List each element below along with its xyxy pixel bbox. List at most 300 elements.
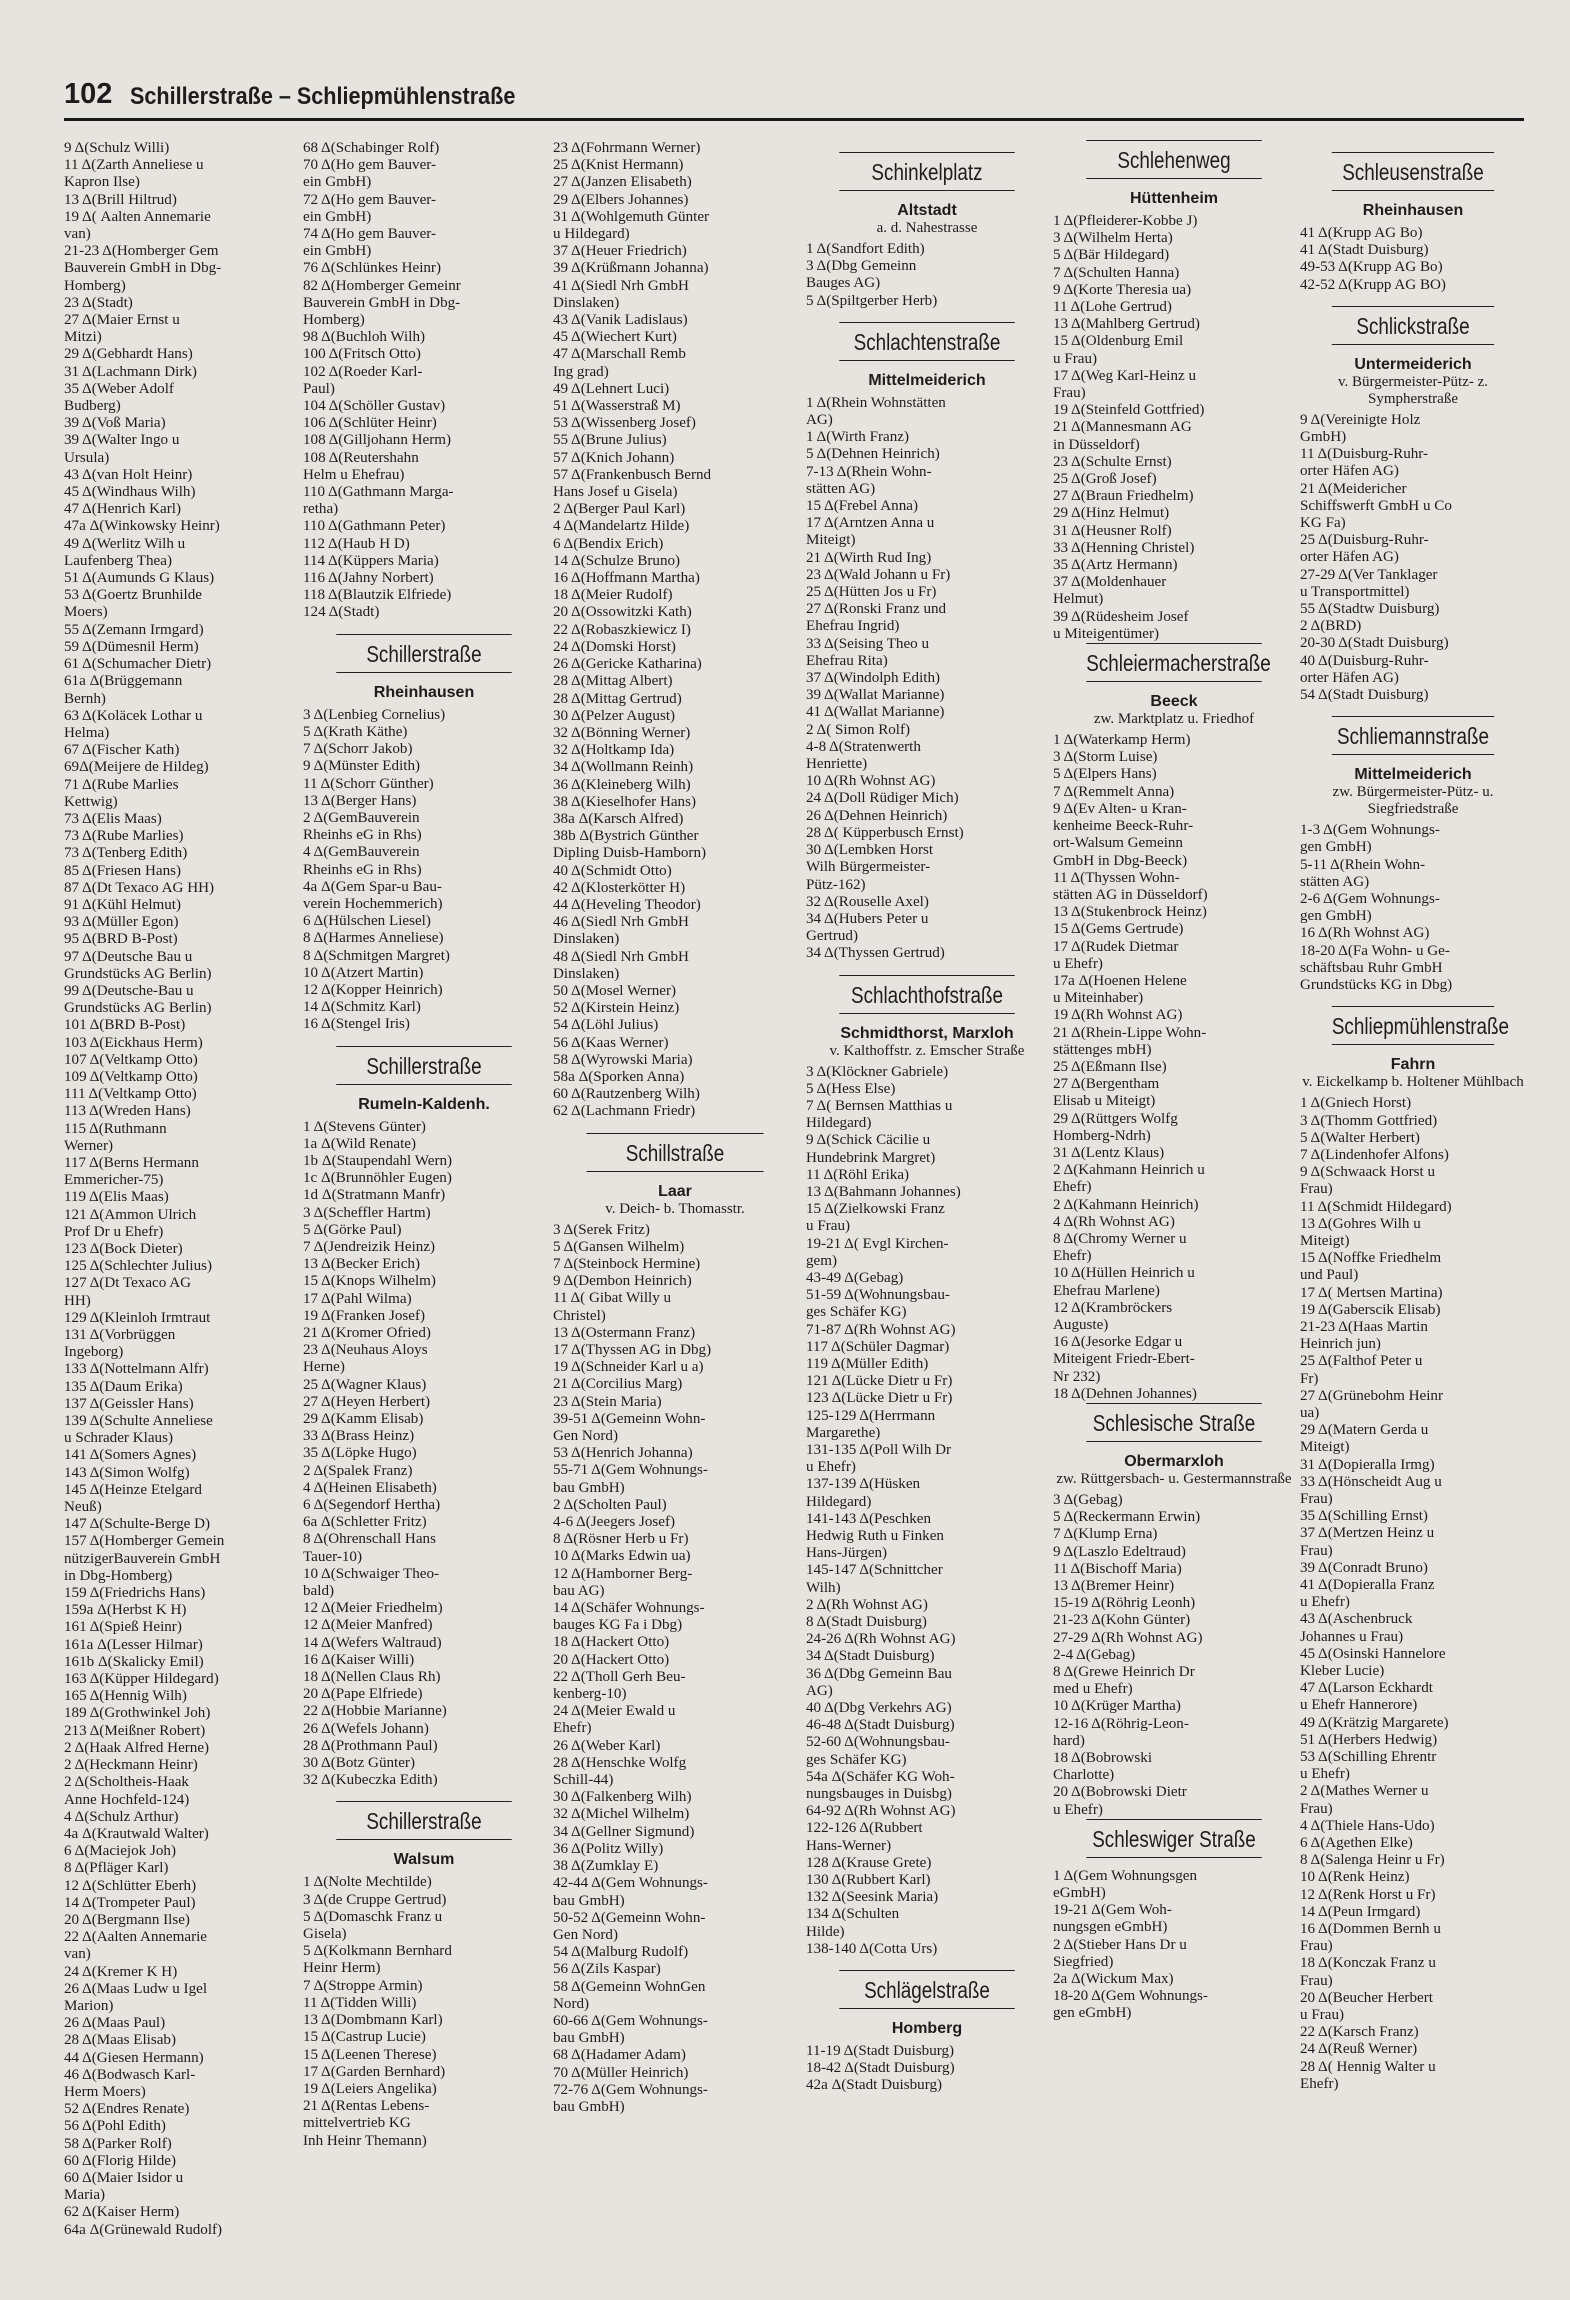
address-entry: 29 Δ(Rüttgers Wolfg — [1053, 1110, 1178, 1127]
address-entry: 135 Δ(Daum Erika) — [64, 1378, 183, 1395]
address-entry: bau GmbH) — [553, 1892, 625, 1909]
address-entry: 47 Δ(Henrich Karl) — [64, 501, 181, 518]
address-entry: orter Häfen AG) — [1300, 463, 1399, 480]
address-entry: 47 Δ(Larson Eckhardt — [1300, 1680, 1433, 1697]
address-entry: 13 Δ(Stukenbrock Heinz) — [1053, 904, 1207, 921]
address-entry: bau AG) — [553, 1582, 605, 1599]
address-entry: 3 Δ(Storm Luise) — [1053, 749, 1158, 766]
address-entry: 43-49 Δ(Gebag) — [806, 1269, 904, 1286]
address-entry: 115 Δ(Ruthmann — [64, 1120, 167, 1137]
address-entry: 29 Δ(Hinz Helmut) — [1053, 505, 1170, 522]
address-entry: 36 Δ(Kleineberg Wilh) — [553, 776, 691, 793]
street-section — [1053, 643, 1295, 1403]
street-heading: Schliepmühlenstraße — [1332, 1006, 1494, 1045]
address-entry: 55 Δ(Zemann Irmgard) — [64, 621, 204, 638]
address-entry: 4-6 Δ(Jeegers Josef) — [553, 1514, 676, 1531]
address-entry: 16 Δ(Jesorke Edgar u — [1053, 1334, 1183, 1351]
address-entry: u Ehefr) — [1300, 1594, 1350, 1611]
address-entry: 19 Δ(Gaberscik Elisab) — [1300, 1301, 1441, 1318]
street-section — [806, 975, 1048, 1959]
address-entry: 3 Δ(Dbg Gemeinn — [806, 258, 917, 275]
address-entry: 38a Δ(Karsch Alfred) — [553, 810, 684, 827]
address-entry: retha) — [303, 501, 339, 518]
address-entry: 17 Δ(Thyssen AG in Dbg) — [553, 1342, 712, 1358]
address-entry: 60 Δ(Maier Isidor u — [64, 2169, 184, 2186]
address-entry: 5 Δ(Dehnen Heinrich) — [806, 446, 940, 463]
address-entry: 55 Δ(Stadtw Duisburg) — [1300, 601, 1440, 618]
address-entry: 2 Δ(Heckmann Heinr) — [64, 1757, 198, 1774]
address-entry: 17 Δ(Pahl Wilma) — [303, 1290, 412, 1307]
address-entry: 24 Δ(Domski Horst) — [553, 638, 676, 655]
address-entry: 1 Δ(Gem Wohnungsgen — [1053, 1867, 1198, 1884]
address-entry: 14 Δ(Wefers Waltraud) — [303, 1634, 442, 1651]
address-entry: 163 Δ(Küpper Hildegard) — [64, 1671, 219, 1688]
address-entry: 35 Δ(Löpke Hugo) — [303, 1445, 417, 1462]
address-entry: 39 Δ(Voß Maria) — [64, 415, 166, 432]
address-entry: Siegfried) — [1053, 1953, 1114, 1970]
address-entry: 131-135 Δ(Poll Wilh Dr — [806, 1441, 952, 1458]
address-entry: 33 Δ(Hönscheidt Aug u — [1300, 1473, 1442, 1490]
address-entry: 30 Δ(Pelzer August) — [553, 707, 676, 724]
address-entry: 52 Δ(Endres Renate) — [64, 2101, 190, 2118]
address-entry: 5-11 Δ(Rhein Wohn- — [1300, 856, 1426, 873]
address-entry: 1 Δ(Stevens Günter) — [303, 1118, 426, 1135]
address-entry: 31 Δ(Dopieralla Irmg) — [1300, 1456, 1435, 1473]
street-heading: Schlachtenstraße — [839, 322, 1014, 361]
address-entry: 27-29 Δ(Ver Tanklager — [1300, 566, 1438, 583]
address-entry: 12 Δ(Schlütter Eberh) — [64, 1877, 197, 1894]
address-entry: 73 Δ(Elis Maas) — [64, 810, 162, 827]
address-entry: 61a Δ(Brüggemann — [64, 673, 183, 690]
address-entry: 4 Δ(Schulz Arthur) — [64, 1808, 179, 1825]
address-entry: 29 Δ(Kamm Elisab) — [303, 1411, 424, 1427]
address-entry: 117 Δ(Berns Hermann — [64, 1154, 199, 1171]
address-entry: 6 Δ(Segendorf Hertha) — [303, 1497, 441, 1514]
address-entry: Hedwig Ruth u Finken — [806, 1528, 944, 1544]
address-entry: 16 Δ(Stengel Iris) — [303, 1016, 410, 1033]
address-entry: Dinslaken) — [553, 965, 620, 982]
address-entry: 18-42 Δ(Stadt Duisburg) — [806, 2060, 955, 2077]
address-entry: 41 Δ(Dopieralla Franz — [1300, 1576, 1435, 1593]
address-entry: gen GmbH) — [1300, 839, 1372, 856]
address-entry: 35 Δ(Weber Adolf — [64, 380, 174, 397]
address-entry: 24 Δ(Meier Ewald u — [553, 1703, 676, 1720]
address-entry: 18 Δ(Meier Rudolf) — [553, 587, 673, 604]
address-entry: 2a Δ(Wickum Max) — [1053, 1971, 1174, 1988]
address-entry: 17 Δ(Rudek Dietmar — [1053, 938, 1179, 955]
address-entry: 34 Δ(Gellner Sigmund) — [553, 1823, 695, 1840]
address-entry: Mitzi) — [64, 329, 102, 346]
address-entry: 99 Δ(Deutsche-Bau u — [64, 982, 194, 999]
address-entry: 3 Δ(Thomm Gottfried) — [1300, 1112, 1438, 1129]
address-entry: 18 Δ(Nellen Claus Rh) — [303, 1669, 441, 1686]
address-entry: 132 Δ(Seesink Maria) — [806, 1889, 939, 1906]
address-entry: 1 Δ(Wirth Franz) — [806, 429, 909, 446]
address-entry: 56 Δ(Pohl Edith) — [64, 2118, 166, 2135]
address-entry: 15 Δ(Frebel Anna) — [806, 498, 918, 515]
address-entry: 22 Δ(Tholl Gerh Beu- — [553, 1668, 686, 1685]
district-heading: Rheinhausen — [1362, 202, 1464, 219]
street-section — [64, 140, 296, 2239]
address-entry: 107 Δ(Veltkamp Otto) — [64, 1051, 198, 1068]
address-entry: 5 Δ(Görke Paul) — [303, 1221, 402, 1238]
address-entry: 18 Δ(Konczak Franz u — [1300, 1955, 1436, 1972]
address-entry: 7 Δ(Steinbock Hermine) — [553, 1255, 701, 1272]
address-entry: u Ehefr) — [1300, 1766, 1350, 1783]
address-entry: 15 Δ(Castrup Lucie) — [303, 2029, 426, 2046]
address-entry: orter Häfen AG) — [1300, 549, 1399, 566]
address-entry: Rheinhs eG in Rhs) — [303, 861, 422, 878]
page-number: 102 — [64, 78, 113, 110]
address-entry: 13 Δ(Brill Hiltrud) — [64, 191, 177, 208]
address-entry: 5 Δ(Walter Herbert) — [1300, 1129, 1420, 1146]
address-entry: 2 Δ(Stieber Hans Dr u — [1053, 1936, 1187, 1953]
street-heading: Schillerstraße — [336, 1801, 511, 1840]
address-entry: Frau) — [1300, 1800, 1333, 1817]
address-entry: 109 Δ(Veltkamp Otto) — [64, 1068, 198, 1085]
address-entry: 8 Δ(Rösner Herb u Fr) — [553, 1531, 689, 1548]
column-6 — [1300, 140, 1526, 2093]
address-entry: 24-26 Δ(Rh Wohnst AG) — [806, 1631, 956, 1648]
address-entry: Ehefr) — [553, 1720, 592, 1737]
address-entry: 17 Δ( Mertsen Martina) — [1300, 1284, 1443, 1301]
address-entry: 111 Δ(Veltkamp Otto) — [64, 1086, 197, 1103]
address-entry: Grundstücks AG Berlin) — [64, 1000, 212, 1017]
address-entry: 123 Δ(Lücke Dietr u Fr) — [806, 1390, 953, 1407]
address-entry: 15 Δ(Knops Wilhelm) — [303, 1273, 436, 1290]
address-entry: 7 Δ(Schorr Jakob) — [303, 741, 413, 758]
address-entry: 4a Δ(Krautwald Walter) — [64, 1825, 209, 1842]
address-entry: van) — [64, 226, 91, 243]
address-entry: 26 Δ(Maas Ludw u Igel — [64, 1980, 208, 1997]
address-entry: 7 Δ(Stroppe Armin) — [303, 1977, 423, 1994]
address-entry: bau GmbH) — [553, 2030, 625, 2047]
address-entry: 11 Δ( Gibat Willy u — [553, 1290, 672, 1307]
address-entry: 104 Δ(Schöller Gustav) — [303, 398, 446, 415]
address-entry: 116 Δ(Jahny Norbert) — [303, 570, 434, 587]
address-entry: 28 Δ(Henschke Wolfg — [553, 1754, 687, 1771]
address-entry: u Frau) — [1300, 2007, 1345, 2024]
address-entry: 44 Δ(Heveling Theodor) — [553, 896, 701, 913]
street-section — [1300, 1006, 1526, 2093]
address-entry: Margarethe) — [806, 1424, 881, 1441]
address-entry: Heinr Herm) — [303, 1960, 381, 1977]
address-entry: 24 Δ(Kremer K H) — [64, 1963, 178, 1980]
address-entry: 7-13 Δ(Rhein Wohn- — [806, 463, 932, 480]
address-entry: 51-59 Δ(Wohnungsbau- — [806, 1287, 950, 1304]
address-entry: 40 Δ(Dbg Verkehrs AG) — [806, 1700, 952, 1717]
address-entry: 145 Δ(Heinze Etelgard — [64, 1481, 202, 1498]
address-entry: 27 Δ(Janzen Elisabeth) — [553, 174, 692, 191]
address-entry: Frau) — [1300, 1972, 1333, 1989]
address-entry: 165 Δ(Hennig Wilh) — [64, 1688, 187, 1705]
address-entry: 100 Δ(Fritsch Otto) — [303, 346, 421, 363]
street-section — [806, 322, 1048, 963]
district-heading: Altstadt — [897, 202, 957, 219]
address-entry: 53 Δ(Henrich Johanna) — [553, 1445, 693, 1462]
address-entry: 6 Δ(Agethen Elke) — [1300, 1835, 1413, 1852]
address-entry: Henriette) — [806, 756, 868, 773]
address-entry: 10 Δ(Renk Heinz) — [1300, 1869, 1410, 1886]
address-entry: 74 Δ(Ho gem Bauver- — [303, 226, 437, 243]
address-entry: 18-20 Δ(Fa Wohn- u Ge- — [1300, 942, 1450, 959]
address-entry: 54a Δ(Schäfer KG Woh- — [806, 1768, 955, 1785]
address-entry: 1-3 Δ(Gem Wohnungs- — [1300, 822, 1440, 839]
address-entry: GmbH in Dbg-Beeck) — [1053, 852, 1188, 869]
address-entry: 121 Δ(Ammon Ulrich — [64, 1206, 197, 1223]
address-entry: 45 Δ(Windhaus Wilh) — [64, 484, 196, 501]
address-entry: 15 Δ(Gems Gertrude) — [1053, 921, 1184, 938]
address-entry: 119 Δ(Elis Maas) — [64, 1189, 169, 1206]
address-entry: 11 Δ(Duisburg-Ruhr- — [1300, 446, 1429, 463]
address-entry: bauges KG Fa i Dbg) — [553, 1617, 683, 1634]
address-entry: Maria) — [64, 2187, 106, 2204]
address-entry: 15-19 Δ(Röhrig Leonh) — [1053, 1595, 1196, 1612]
address-entry: 14 Δ(Peun Irmgard) — [1300, 1903, 1421, 1920]
address-entry: 8 Δ(Grewe Heinrich Dr — [1053, 1664, 1195, 1681]
address-entry: 28 Δ( Hennig Walter u — [1300, 2058, 1436, 2075]
address-entry: 39 Δ(Conradt Bruno) — [1300, 1559, 1428, 1576]
address-entry: 97 Δ(Deutsche Bau u — [64, 948, 193, 965]
address-entry: 26 Δ(Gericke Katharina) — [553, 656, 702, 673]
address-entry: u Hildegard) — [553, 226, 630, 243]
address-entry: Ehefrau Ingrid) — [806, 618, 900, 635]
address-entry: bau GmbH) — [553, 1479, 625, 1496]
address-entry: 21-23 Δ(Kohn Günter) — [1053, 1612, 1191, 1629]
address-entry: u Ehefr) — [1053, 955, 1103, 972]
address-entry: 1c Δ(Brunnöhler Eugen) — [303, 1170, 452, 1187]
address-entry: 137 Δ(Geissler Hans) — [64, 1395, 194, 1412]
address-entry: 15 Δ(Leenen Therese) — [303, 2046, 437, 2063]
address-entry: 9 Δ(Münster Edith) — [303, 758, 421, 775]
address-entry: 98 Δ(Buchloh Wilh) — [303, 329, 426, 346]
address-entry: Hundebrink Margret) — [806, 1149, 936, 1166]
street-heading: Schinkelplatz — [839, 152, 1014, 191]
address-entry: 85 Δ(Friesen Hans) — [64, 862, 182, 879]
address-entry: 2 Δ(Mathes Werner u — [1300, 1783, 1429, 1800]
address-entry: 49 Δ(Werlitz Wilh u — [64, 535, 186, 552]
address-entry: 52-60 Δ(Wohnungsbau- — [806, 1734, 950, 1751]
address-entry: 17 Δ(Garden Bernhard) — [303, 2063, 446, 2080]
address-entry: 110 Δ(Gathmann Marga- — [303, 484, 454, 501]
address-entry: 58 Δ(Parker Rolf) — [64, 2135, 172, 2152]
address-entry: 6 Δ(Maciejok Joh) — [64, 1843, 176, 1860]
address-entry: Ingeborg) — [64, 1344, 124, 1361]
address-entry: 32 Δ(Bönning Werner) — [553, 724, 691, 741]
address-entry: 23 Δ(Neuhaus Aloys — [303, 1342, 428, 1359]
address-entry: 45 Δ(Wiechert Kurt) — [553, 329, 677, 346]
street-section — [806, 152, 1048, 310]
address-entry: Ursula) — [64, 449, 110, 466]
address-entry: 7 Δ(Lindenhofer Alfons) — [1300, 1146, 1449, 1163]
address-entry: u Ehefr) — [806, 1459, 856, 1476]
address-entry: 41 Δ(Siedl Nrh GmbH — [553, 277, 689, 294]
address-entry: 62 Δ(Kaiser Herm) — [64, 2204, 180, 2221]
address-entry: 18-20 Δ(Gem Wohnungs- — [1053, 1988, 1208, 2005]
address-entry: 25 Δ(Hütten Jos u Fr) — [806, 584, 937, 601]
address-entry: Hildegard) — [806, 1493, 872, 1510]
address-entry: 19-21 Δ(Gem Woh- — [1053, 1902, 1172, 1919]
address-entry: 72 Δ(Ho gem Bauver- — [303, 191, 437, 208]
address-entry: 2 Δ(Berger Paul Karl) — [553, 501, 686, 518]
address-entry: 41 Δ(Krupp AG Bo) — [1300, 225, 1423, 241]
street-section — [303, 140, 545, 622]
address-entry: 108 Δ(Reutershahn — [303, 449, 419, 466]
address-entry: Werner) — [64, 1137, 114, 1154]
address-entry: ort-Walsum Gemeinn — [1053, 835, 1183, 852]
address-entry: 12 Δ(Hamborner Berg- — [553, 1565, 693, 1582]
address-entry: 32 Δ(Kubeczka Edith) — [303, 1772, 438, 1789]
address-entry: 27 Δ(Grünebohm Heinr — [1300, 1387, 1444, 1404]
address-entry: 23 Δ(Stein Maria) — [553, 1393, 662, 1410]
address-entry: AG) — [806, 1682, 833, 1699]
address-entry: 43 Δ(van Holt Heinr) — [64, 466, 193, 483]
address-entry: 93 Δ(Müller Egon) — [64, 914, 179, 931]
address-entry: 6a Δ(Schletter Fritz) — [303, 1514, 427, 1531]
address-entry: u Frau) — [806, 1218, 851, 1235]
address-entry: 10 Δ(Schwaiger Theo- — [303, 1565, 440, 1582]
address-entry: 11 Δ(Schmidt Hildegard) — [1300, 1198, 1452, 1215]
address-entry: 46-48 Δ(Stadt Duisburg) — [806, 1717, 955, 1734]
street-heading: Schliemannstraße — [1332, 716, 1494, 755]
address-entry: 5 Δ(Elpers Hans) — [1053, 766, 1157, 783]
address-entry: 54 Δ(Stadt Duisburg) — [1300, 687, 1429, 704]
address-entry: 49 Δ(Krätzig Margarete) — [1300, 1714, 1449, 1731]
address-entry: 30 Δ(Botz Günter) — [303, 1755, 415, 1772]
address-entry: 9 Δ(Ev Alten- u Kran- — [1053, 800, 1187, 817]
street-heading: Schleusenstraße — [1332, 152, 1494, 191]
address-entry: KG Fa) — [1300, 515, 1346, 532]
address-entry: 34 Δ(Wollmann Reinh) — [553, 759, 694, 776]
address-entry: 61 Δ(Schumacher Dietr) — [64, 656, 212, 673]
address-entry: 71 Δ(Rube Marlies — [64, 776, 179, 793]
address-entry: 17 Δ(Arntzen Anna u — [806, 515, 935, 532]
district-heading: Mittelmeiderich — [1354, 766, 1472, 784]
address-entry: Grundstücks KG in Dbg) — [1300, 977, 1453, 994]
address-entry: 82 Δ(Homberger Gemeinr — [303, 277, 461, 294]
address-entry: 8 Δ(Pfläger Karl) — [64, 1860, 169, 1877]
address-entry: u Miteinhaber) — [1053, 990, 1144, 1007]
address-entry: 49-53 Δ(Krupp AG Bo) — [1300, 259, 1443, 276]
address-entry: bald) — [303, 1583, 335, 1600]
street-heading: Schleiermacherstraße — [1086, 643, 1261, 682]
address-entry: 2 Δ(Spalek Franz) — [303, 1462, 413, 1479]
address-entry: 58 Δ(Wyrowski Maria) — [553, 1051, 693, 1068]
address-entry: Nr 232) — [1053, 1368, 1101, 1385]
address-entry: 13 Δ(Bahmann Johannes) — [806, 1183, 961, 1200]
address-entry: 24 Δ(Doll Rüdiger Mich) — [806, 790, 959, 807]
address-entry: 159 Δ(Friedrichs Hans) — [64, 1585, 206, 1602]
address-entry: 2 Δ(BRD) — [1300, 618, 1362, 635]
column-2 — [303, 140, 545, 2150]
street-section — [303, 1046, 545, 1790]
address-entry: 117 Δ(Schüler Dagmar) — [806, 1338, 950, 1355]
street-section — [553, 140, 797, 1121]
address-entry: 20 Δ(Bobrowski Dietr — [1053, 1784, 1187, 1801]
address-entry: 106 Δ(Schlüter Heinr) — [303, 415, 437, 432]
street-range-note: v. Kalthoffstr. z. Emscher Straße — [829, 1042, 1025, 1059]
address-entry: stättenges mbH) — [1053, 1041, 1152, 1058]
address-entry: 3 Δ(Gebag) — [1053, 1492, 1123, 1508]
address-entry: Gen Nord) — [553, 1926, 618, 1943]
address-entry: Grundstücks AG Berlin) — [64, 965, 212, 982]
address-entry: 37 Δ(Mertzen Heinz u — [1300, 1525, 1435, 1542]
address-entry: 20 Δ(Beucher Herbert — [1300, 1989, 1433, 2006]
address-entry: 103 Δ(Eickhaus Herm) — [64, 1034, 203, 1051]
address-entry: Miteigt) — [1300, 1439, 1350, 1456]
address-entry: Neuß) — [64, 1499, 102, 1516]
address-entry: 50-52 Δ(Gemeinn Wohn- — [553, 1909, 706, 1926]
address-entry: 1a Δ(Wild Renate) — [303, 1135, 417, 1152]
address-entry: ein GmbH) — [303, 174, 372, 191]
district-heading: Obermarxloh — [1124, 1453, 1224, 1470]
address-entry: 1 Δ(Sandfort Edith) — [806, 241, 925, 257]
address-entry: 32 Δ(Holtkamp Ida) — [553, 742, 675, 759]
address-entry: 34 Δ(Thyssen Gertrud) — [806, 945, 945, 962]
street-heading: Schlesische Straße — [1086, 1403, 1261, 1442]
address-entry: Frau) — [1053, 385, 1086, 402]
address-entry: 9 Δ(Schulz Willi) — [64, 140, 170, 156]
address-entry: gem) — [806, 1252, 838, 1269]
district-heading: Untermeiderich — [1354, 355, 1472, 373]
address-entry: 41 Δ(Wallat Marianne) — [806, 704, 945, 721]
address-entry: 12 Δ(Meier Manfred) — [303, 1617, 433, 1634]
address-entry: 9 Δ(Laszlo Edeltraud) — [1053, 1543, 1186, 1560]
address-entry: 13 Δ(Ostermann Franz) — [553, 1324, 696, 1341]
address-entry: 30 Δ(Falkenberg Wilh) — [553, 1789, 692, 1806]
address-entry: 133 Δ(Nottelmann Alfr) — [64, 1361, 209, 1378]
address-entry: Ehefrau Marlene) — [1053, 1282, 1160, 1299]
address-entry: 11 Δ(Lohe Gertrud) — [1053, 299, 1172, 316]
address-entry: 21 Δ(Rhein-Lippe Wohn- — [1053, 1024, 1207, 1041]
address-entry: Christel) — [553, 1307, 606, 1324]
address-entry: 41 Δ(Stadt Duisburg) — [1300, 242, 1429, 259]
address-entry: 5 Δ(Spiltgerber Herb) — [806, 292, 938, 309]
address-entry: 161a Δ(Lesser Hilmar) — [64, 1636, 203, 1653]
address-entry: 63 Δ(Koläcek Lothar u — [64, 707, 203, 724]
address-entry: Pütz-162) — [806, 876, 866, 893]
address-entry: Frau) — [1300, 1181, 1333, 1198]
address-entry: Rheinhs eG in Rhs) — [303, 827, 422, 844]
address-entry: 23 Δ(Stadt) — [64, 294, 133, 311]
address-entry: 127 Δ(Dt Texaco AG — [64, 1275, 192, 1292]
address-entry: 24 Δ(Reuß Werner) — [1300, 2041, 1418, 2058]
address-entry: 10 Δ(Rh Wohnst AG) — [806, 773, 936, 790]
address-entry: 25 Δ(Eßmann Ilse) — [1053, 1058, 1167, 1075]
address-entry: 125 Δ(Schlechter Julius) — [64, 1258, 213, 1275]
address-entry: 32 Δ(Rouselle Axel) — [806, 893, 929, 910]
address-entry: 1b Δ(Staupendahl Wern) — [303, 1152, 453, 1169]
address-entry: 6 Δ(Hülschen Liesel) — [303, 913, 431, 930]
address-entry: 56 Δ(Kaas Werner) — [553, 1034, 669, 1051]
address-entry: 46 Δ(Bodwasch Karl- — [64, 2066, 196, 2083]
address-entry: bau GmbH) — [553, 2098, 625, 2115]
address-entry: 38 Δ(Zumklay E) — [553, 1858, 659, 1875]
address-entry: 13 Δ(Mahlberg Gertrud) — [1053, 316, 1200, 333]
address-entry: 42 Δ(Klosterkötter H) — [553, 879, 686, 896]
address-entry: 2 Δ(Kahmann Heinrich) — [1053, 1196, 1199, 1213]
address-entry: Kettwig) — [64, 793, 118, 810]
address-entry: orter Häfen AG) — [1300, 669, 1399, 686]
address-entry: Anne Hochfeld-124) — [64, 1791, 190, 1808]
address-entry: 7 Δ( Bernsen Matthias u — [806, 1097, 953, 1114]
address-entry: Inh Heinr Themann) — [303, 2132, 427, 2149]
column-5 — [1053, 140, 1295, 2023]
address-entry: 15 Δ(Zielkowski Franz — [806, 1201, 945, 1218]
address-entry: 2 Δ(Scholtheis-Haak — [64, 1774, 189, 1791]
address-entry: 28 Δ(Prothmann Paul) — [303, 1737, 438, 1754]
address-entry: 19 Δ(Schneider Karl u a) — [553, 1359, 704, 1376]
